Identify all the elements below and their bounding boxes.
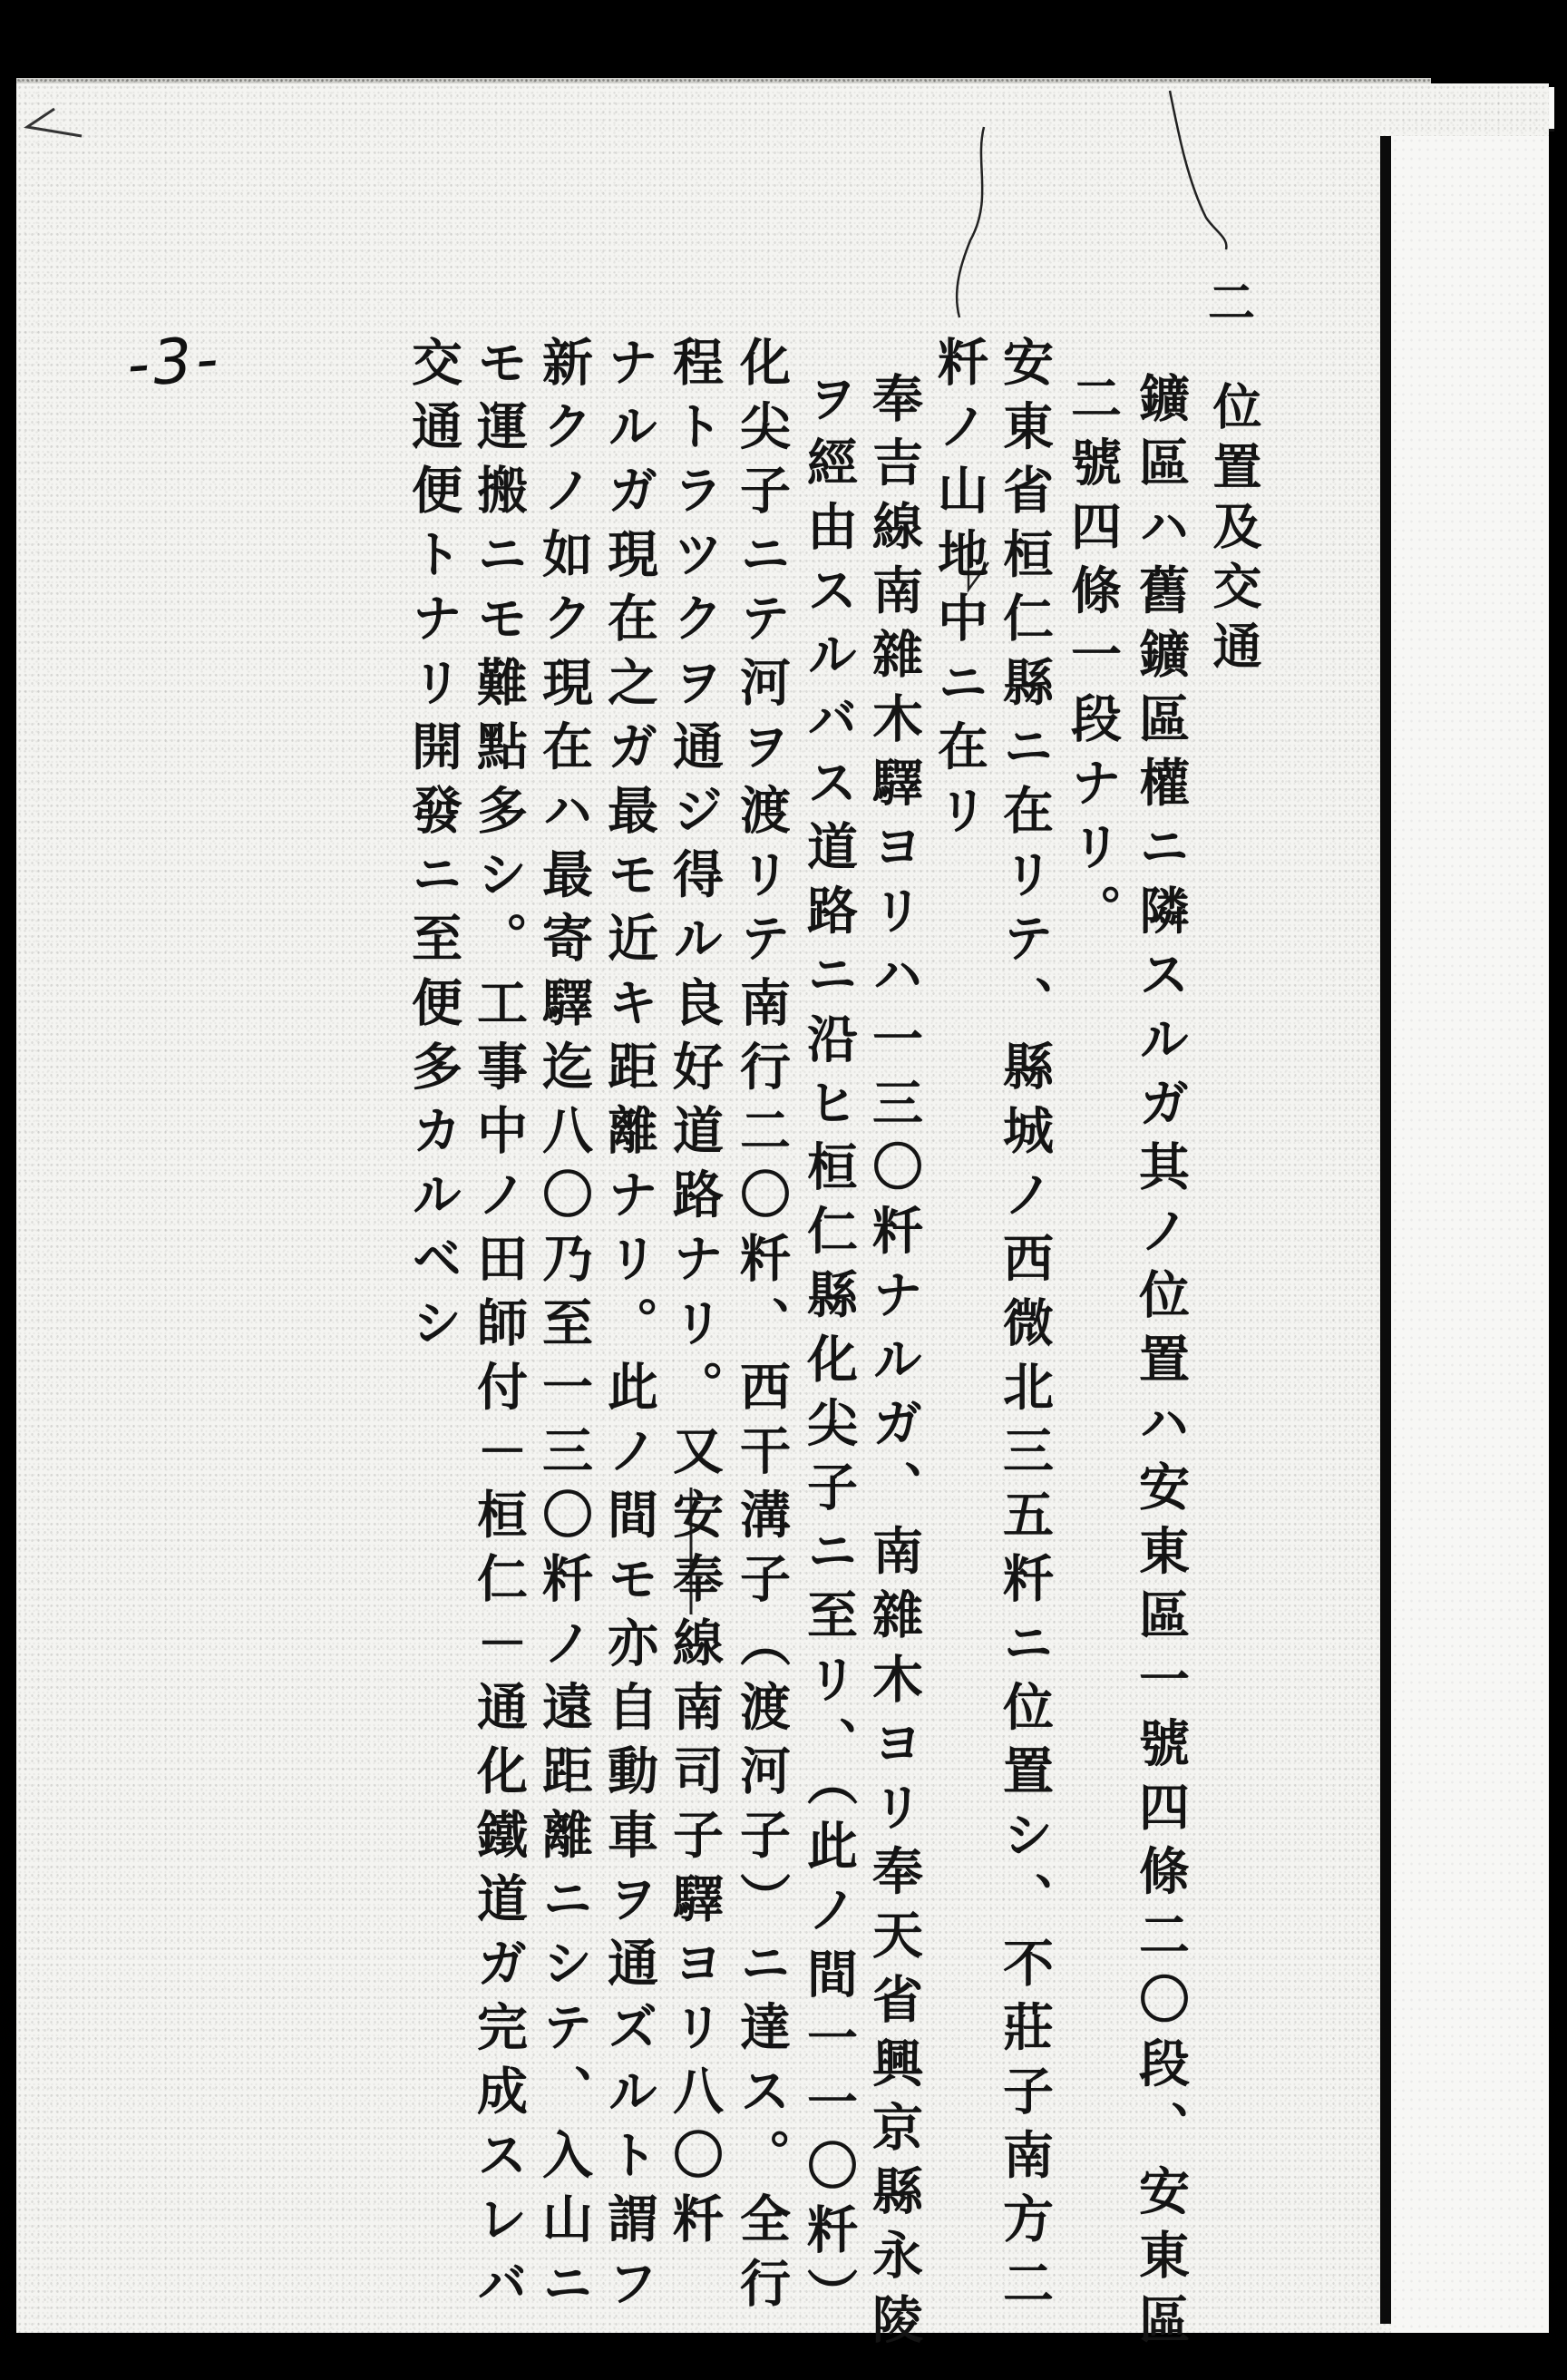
- text-column-6: ヲ經由スルバス道路ニ沿ヒ桓仁縣化尖子ニ至リ、（此ノ間一一〇粁）: [799, 372, 859, 2332]
- margin-rule: [1380, 136, 1391, 2324]
- text-column-5: 奉吉線南雜木驛ヨリハ一三〇粁ナルガ、南雜木ヨリ奉天省興京縣永陵: [864, 372, 924, 2357]
- text-column-11: モ運搬ニモ難點多シ。工事中ノ田師付－桓仁－通化鐵道ガ完成スレバ: [469, 336, 529, 2321]
- text-column-12: 交通便トナリ開發ニ至便多カルベシ: [404, 336, 463, 1361]
- text-column-7: 化尖子ニテ河ヲ渡リテ南行二〇粁、西干溝子（渡河子）ニ達ス。全行: [732, 336, 792, 2321]
- text-column-9: ナルガ現在之ガ最モ近キ距離ナリ。此ノ間モ亦自動車ヲ通ズルト謂フ: [599, 336, 659, 2321]
- text-column-2: 二號四條一段ナリ。: [1063, 372, 1123, 949]
- text-column-4: 粁ノ山地中ニ在リ: [929, 336, 989, 848]
- section-heading: 位置及交通: [1205, 381, 1263, 680]
- text-column-8: 程トラツクヲ通ジ得ル良好道路ナリ。又安奉線南司子驛ヨリ八〇粁: [665, 336, 725, 2257]
- text-column-10: 新クノ如ク現在ハ最寄驛迄八〇乃至一三〇粁ノ遠距離ニシテ、入山ニ: [534, 336, 594, 2321]
- text-column-3: 安東省桓仁縣ニ在リテ、縣城ノ西微北三五粁ニ位置シ、不莊子南方二: [995, 336, 1055, 2321]
- section-number: 二: [1208, 276, 1256, 331]
- page-number: -3-: [124, 323, 224, 402]
- text-column-1: 鑛區ハ舊鑛區權ニ隣スルガ其ノ位置ハ安東區一號四條二〇段、安東區: [1131, 372, 1191, 2357]
- right-margin: [1391, 136, 1549, 2333]
